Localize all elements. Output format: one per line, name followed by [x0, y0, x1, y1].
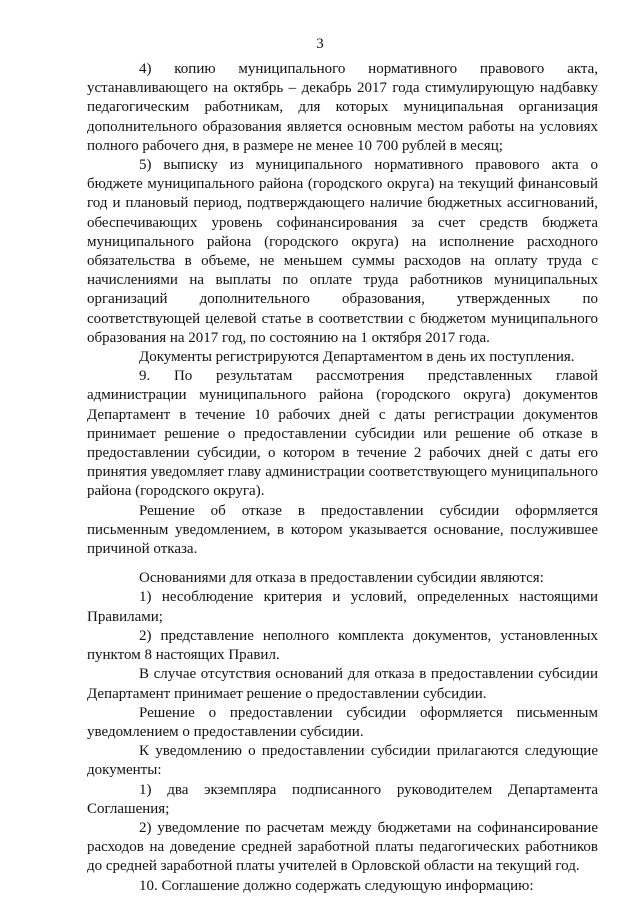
paragraph-refusal-decision: Решение об отказе в предоставлении субсидии оформляется письменным уведомлением, в котором указывается основание, послужившее причиной отказа. [87, 502, 598, 558]
paragraph-item-4: 4) копию муниципального нормативного правового акта, устанавливающего на октябрь – декабрь 2017 года стимулирующую надбавку педагогическим работникам, для которых муниципальная организация дополнительного образования является основным местом работы на условиях полного рабочего дня, в размере не менее 10 700 рублей в месяц; [87, 61, 598, 154]
paragraph-ground-2: 2) представление неполного комплекта документов, установленных пунктом 8 настоящих Правил. [87, 627, 598, 664]
paragraph-section-10: 10. Соглашение должно содержать следующую информацию: [139, 877, 534, 894]
page-number: 3 [316, 36, 324, 52]
paragraph-registration: Документы регистрируются Департаментом в день их поступления. [139, 349, 575, 366]
paragraph-no-grounds: В случае отсутствия оснований для отказа в предоставлении субсидии Департамент принимает решение о предоставлении субсидии. [87, 666, 598, 702]
paragraph-attachment-1: 1) два экземпляра подписанного руководителем Департамента Соглашения; [87, 781, 598, 817]
paragraph-refusal-grounds: Основаниями для отказа в предоставлении субсидии являются: [139, 570, 544, 587]
paragraph-section-9: 9. По результатам рассмотрения представленных главой администрации муниципального района (городского округа) документов Департамент в течение 10 рабочих дней с даты регистрации документов принимает решение о предоставлении субсидии или решение об отказе в предоставлении субсидии, о котором в течение 2 рабочих дней с даты его принятия уведомляет главу администрации соответствующего муниципального района (городского округа). [87, 368, 598, 500]
paragraph-attachment-2: 2) уведомление по расчетам между бюджетами на софинансирование расходов на доведение средней заработной платы педагогических работников до средней заработной платы учителей в Орловской области на текущий год. [87, 819, 598, 875]
paragraph-item-5: 5) выписку из муниципального нормативного правового акта о бюджете муниципального района (городского округа) на текущий финансовый год и плановый период, подтверждающего наличие бюджетных ассигнований, обеспечивающих уровень софинансирования за счет средств бюджета муниципального района (городского округа) на исполнение расходного обязательства в объеме, не меньшем суммы расходов на оплату труда с начислениями на выплаты по оплате труда работников муниципальных организаций дополнительного образования, утвержденных по соответствующей целевой статье в соответствии с бюджетом муниципального образования на 2017 год, по состоянию на 1 октября 2017 года. [87, 157, 598, 346]
paragraph-ground-1: 1) несоблюдение критерия и условий, определенных настоящими Правилами; [87, 589, 598, 625]
paragraph-grant-decision: Решение о предоставлении субсидии оформляется письменным уведомлением о предоставлении субсидии. [87, 704, 598, 740]
document-body [87, 60, 598, 896]
paragraph-attachments: К уведомлению о предоставлении субсидии прилагаются следующие документы: [87, 743, 598, 779]
